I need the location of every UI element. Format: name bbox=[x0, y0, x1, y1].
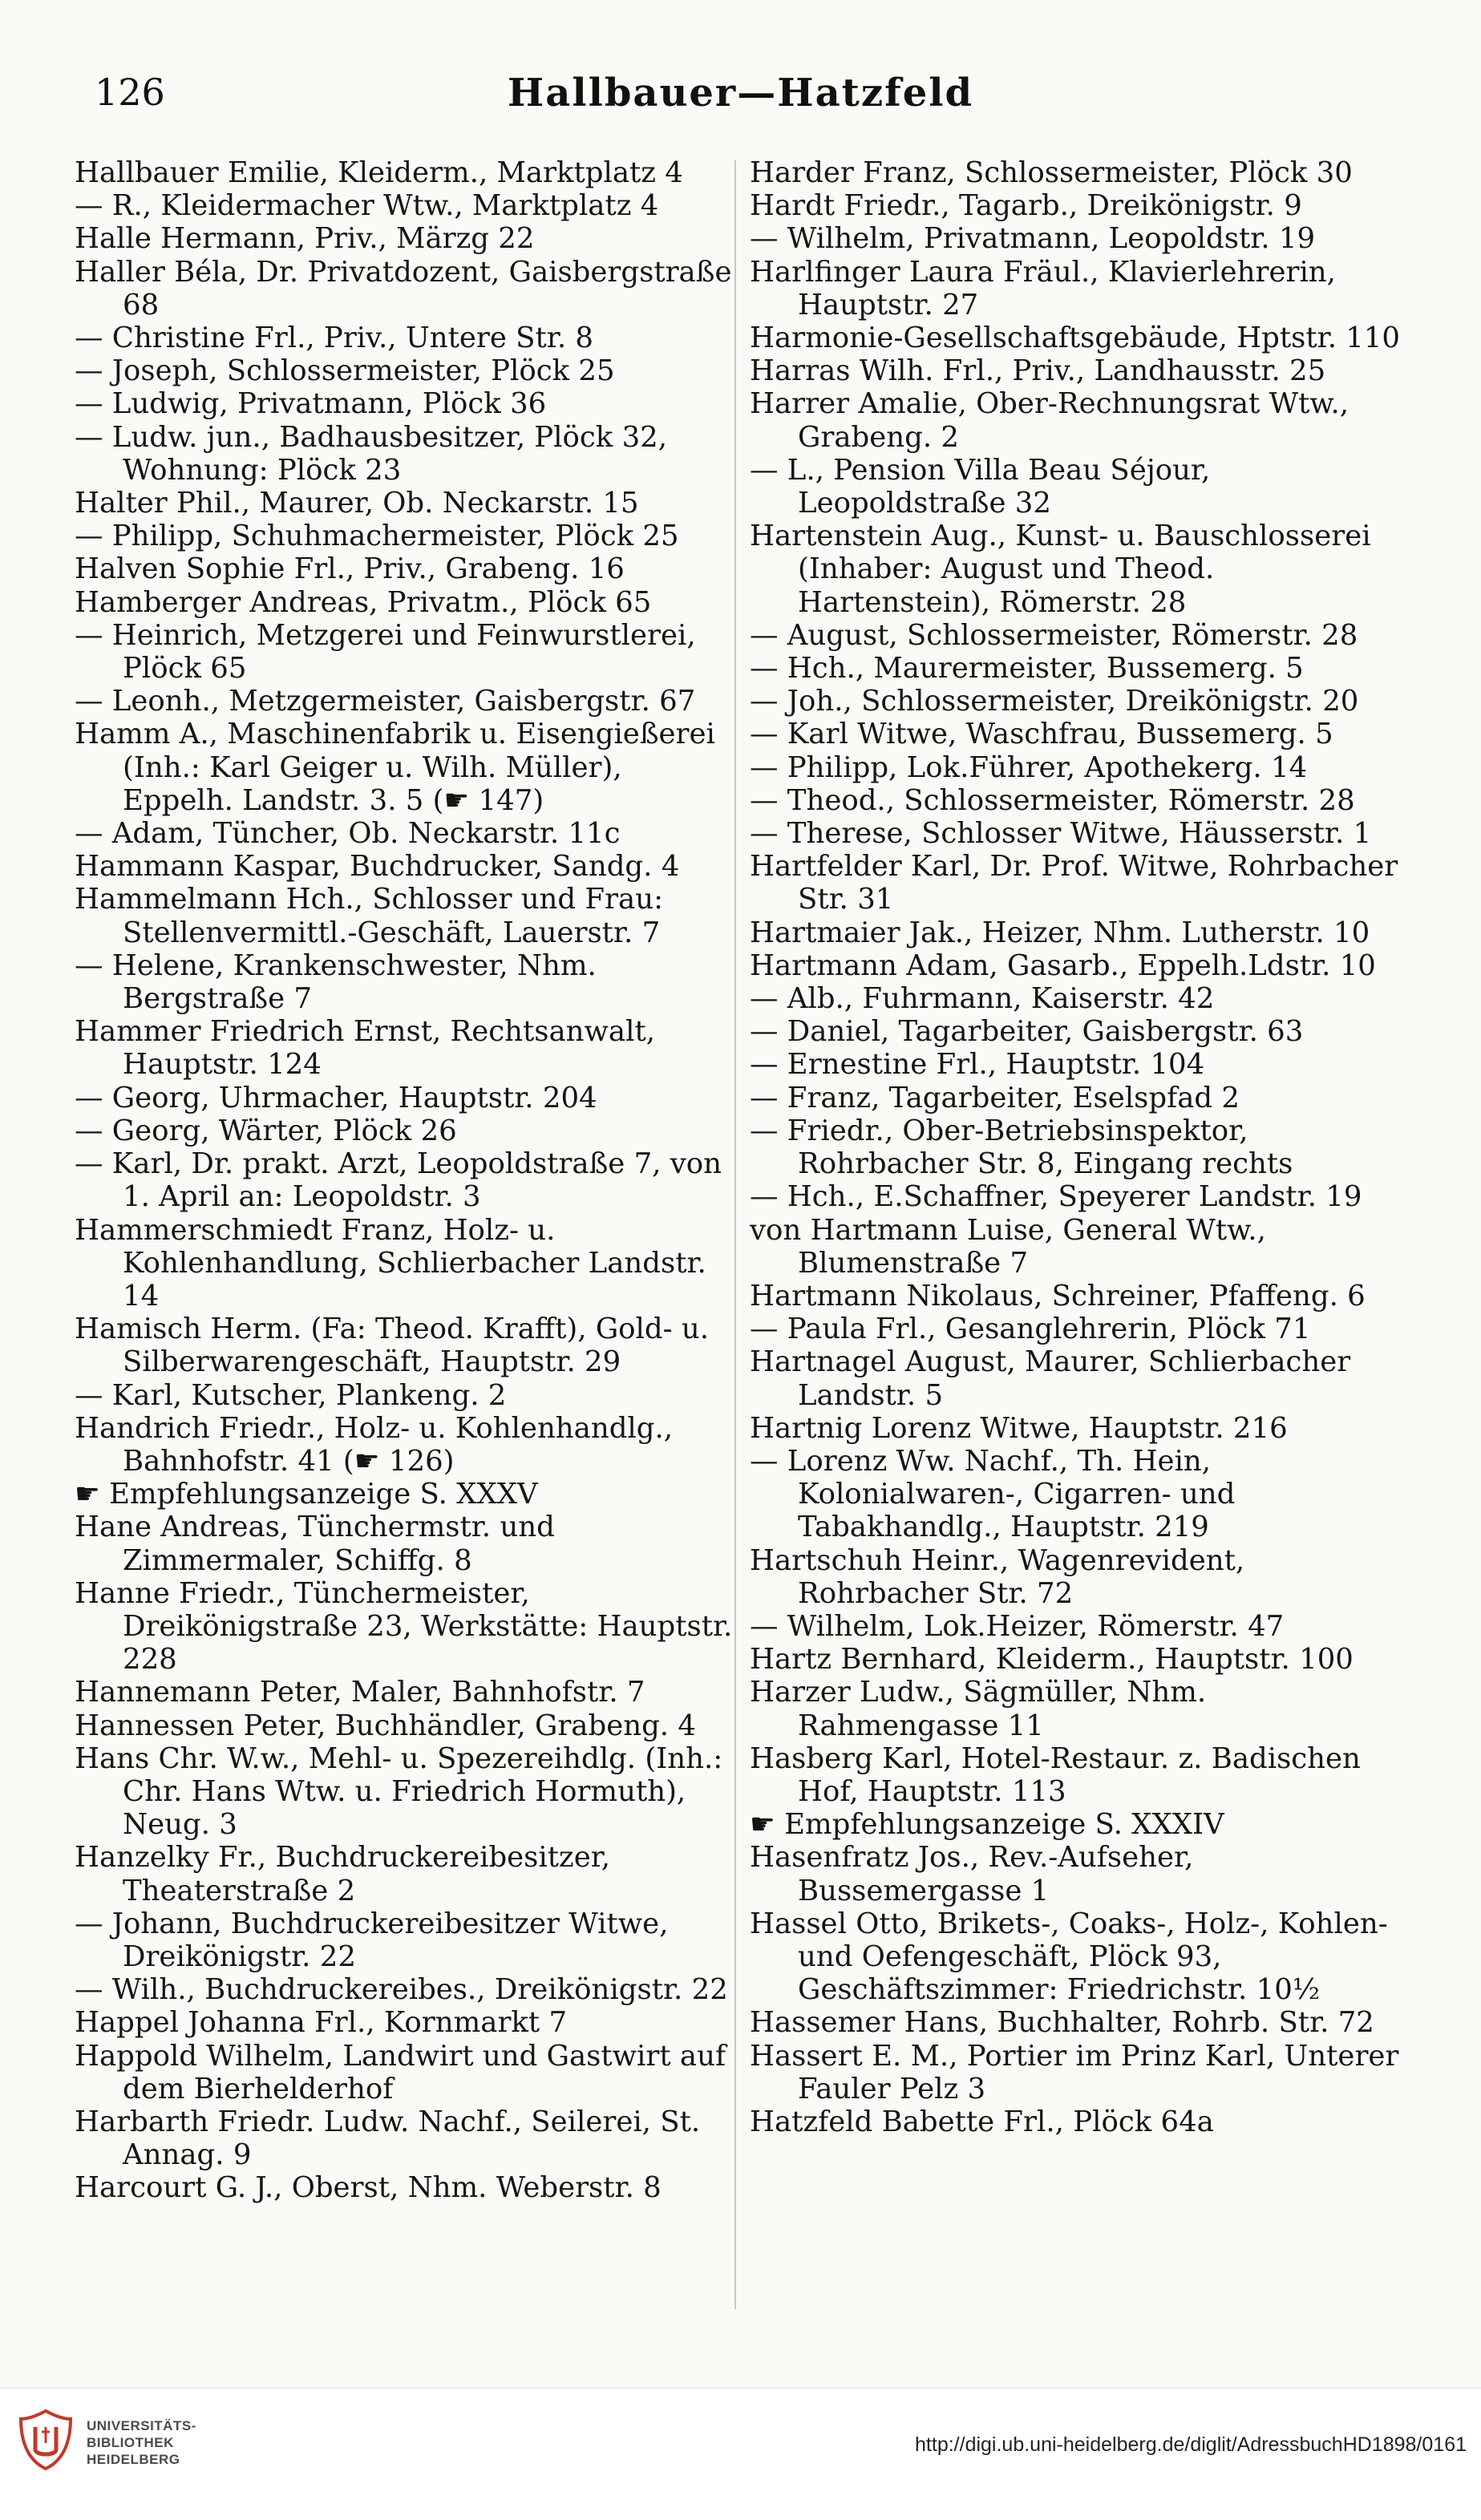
directory-entry: — Alb., Fuhrmann, Kaiserstr. 42 bbox=[750, 982, 1215, 1016]
directory-entry: — Joseph, Schlossermeister, Plöck 25 bbox=[75, 354, 615, 388]
directory-entry: Hartnig Lorenz Witwe, Hauptstr. 216 bbox=[750, 1411, 1288, 1445]
page-number: 126 bbox=[95, 71, 165, 114]
directory-entry: — Ludwig, Privatmann, Plöck 36 bbox=[75, 387, 547, 421]
directory-entry: Harder Franz, Schlossermeister, Plöck 30 bbox=[750, 156, 1353, 189]
directory-entry: — Christine Frl., Priv., Untere Str. 8 bbox=[75, 322, 593, 355]
library-line: HEIDELBERG bbox=[87, 2452, 180, 2467]
directory-entry: Hannemann Peter, Maler, Bahnhofstr. 7 bbox=[75, 1676, 645, 1709]
directory-entry: — Philipp, Lok.Führer, Apothekerg. 14 bbox=[750, 750, 1308, 784]
directory-entry: — Hch., E.Schaffner, Speyerer Landstr. 19 bbox=[750, 1180, 1362, 1214]
directory-entry: Hans Chr. W.w., Mehl- u. Spezereihdlg. (Inh.: Chr. Hans Wtw. u. Friedrich Hormuth), Neug. 3 bbox=[75, 1741, 723, 1842]
column-divider bbox=[734, 160, 736, 2309]
directory-entry: Harlfinger Laura Fräul., Klavierlehrerin, Hauptstr. 27 bbox=[750, 255, 1336, 322]
directory-entry: Haller Béla, Dr. Privatdozent, Gaisbergstraße 68 bbox=[75, 255, 732, 322]
directory-entry: Harcourt G. J., Oberst, Nhm. Weberstr. 8 bbox=[75, 2171, 662, 2205]
directory-entry: — Daniel, Tagarbeiter, Gaisbergstr. 63 bbox=[750, 1015, 1304, 1049]
library-line: BIBLIOTHEK bbox=[87, 2435, 174, 2450]
directory-entry: Hartmann Adam, Gasarb., Eppelh.Ldstr. 10 bbox=[750, 949, 1376, 982]
directory-entry: Harrer Amalie, Ober-Rechnungsrat Wtw., Grabeng. 2 bbox=[750, 387, 1349, 454]
running-head: Hallbauer—Hatzfeld bbox=[507, 71, 974, 115]
directory-entry: — Philipp, Schuhmachermeister, Plöck 25 bbox=[75, 520, 679, 553]
directory-entry: — Johann, Buchdruckereibesitzer Witwe, Dreikönigstr. 22 bbox=[75, 1907, 669, 1973]
directory-entry: Halle Hermann, Priv., Märzg 22 bbox=[75, 222, 535, 256]
directory-entry: Happel Johanna Frl., Kornmarkt 7 bbox=[75, 2006, 568, 2040]
directory-entry: Hanzelky Fr., Buchdruckereibesitzer, Theaterstraße 2 bbox=[75, 1841, 611, 1907]
directory-entry: Hardt Friedr., Tagarb., Dreikönigstr. 9 bbox=[750, 189, 1302, 223]
directory-entry: — Wilh., Buchdruckereibes., Dreikönigstr. 22 bbox=[75, 1973, 728, 2007]
directory-entry: Hannessen Peter, Buchhändler, Grabeng. 4 bbox=[75, 1709, 696, 1742]
page-header bbox=[80, 64, 1401, 136]
directory-entry: Hartenstein Aug., Kunst- u. Bauschlosserei (Inhaber: August und Theod. Hartenstein), Römerstr. 28 bbox=[750, 520, 1371, 619]
directory-entry: — Karl Witwe, Waschfrau, Bussemerg. 5 bbox=[750, 718, 1333, 751]
directory-entry: — L., Pension Villa Beau Séjour, Leopoldstraße 32 bbox=[750, 453, 1211, 520]
directory-entry: Handrich Friedr., Holz- u. Kohlenhandlg., Bahnhofstr. 41 (☛ 126) bbox=[75, 1411, 674, 1478]
directory-entry: Halven Sophie Frl., Priv., Grabeng. 16 bbox=[75, 552, 625, 586]
right-column bbox=[750, 156, 1411, 2138]
library-logo-icon bbox=[18, 2408, 74, 2472]
directory-entry: — Paula Frl., Gesanglehrerin, Plöck 71 bbox=[750, 1313, 1311, 1346]
directory-entry: — Leonh., Metzgermeister, Gaisbergstr. 67 bbox=[75, 685, 696, 718]
library-line: UNIVERSITÄTS- bbox=[87, 2418, 196, 2433]
directory-entry: — Ludw. jun., Badhausbesitzer, Plöck 32, Wohnung: Plöck 23 bbox=[75, 420, 668, 487]
directory-entry: — Therese, Schlosser Witwe, Häusserstr. 1 bbox=[750, 817, 1372, 851]
directory-entry: — Wilhelm, Privatmann, Leopoldstr. 19 bbox=[750, 222, 1316, 256]
directory-entry: Hammerschmiedt Franz, Holz- u. Kohlenhandlung, Schlierbacher Landstr. 14 bbox=[75, 1213, 706, 1313]
directory-entry: — Joh., Schlossermeister, Dreikönigstr. 20 bbox=[750, 685, 1359, 718]
footer bbox=[0, 2388, 1481, 2520]
directory-entry: — Karl, Dr. prakt. Arzt, Leopoldstraße 7, von 1. April an: Leopoldstr. 3 bbox=[75, 1147, 722, 1214]
directory-entry: — Hch., Maurermeister, Bussemerg. 5 bbox=[750, 652, 1304, 686]
directory-entry: — August, Schlossermeister, Römerstr. 28 bbox=[750, 618, 1358, 652]
source-url-link[interactable]: http://digi.ub.uni-heidelberg.de/diglit/AdressbuchHD1898/0161 bbox=[915, 2433, 1467, 2456]
directory-entry: ☛ Empfehlungsanzeige S. XXXIV bbox=[750, 1808, 1224, 1842]
directory-entry: Harmonie-Gesellschaftsgebäude, Hptstr. 110 bbox=[750, 322, 1401, 355]
directory-entry: — Friedr., Ober-Betriebsinspektor, Rohrbacher Str. 8, Eingang rechts bbox=[750, 1114, 1293, 1181]
directory-entry: — Lorenz Ww. Nachf., Th. Hein, Kolonialwaren-, Cigarren- und Tabakhandlg., Hauptstr. 219 bbox=[750, 1444, 1236, 1544]
directory-entry: Harras Wilh. Frl., Priv., Landhausstr. 25 bbox=[750, 354, 1326, 388]
directory-entry: — Heinrich, Metzgerei und Feinwurstlerei, Plöck 65 bbox=[75, 618, 696, 686]
directory-entry: Hartnagel August, Maurer, Schlierbacher Landstr. 5 bbox=[750, 1345, 1351, 1412]
directory-entry: Hamm A., Maschinenfabrik u. Eisengießerei (Inh.: Karl Geiger u. Wilh. Müller), Eppelh. Landstr. 3. 5 (☛ 147) bbox=[75, 718, 715, 817]
directory-entry: Hasenfratz Jos., Rev.-Aufseher, Bussemergasse 1 bbox=[750, 1841, 1194, 1907]
directory-entry: Hatzfeld Babette Frl., Plöck 64a bbox=[750, 2105, 1214, 2138]
directory-entry: — Georg, Wärter, Plöck 26 bbox=[75, 1114, 457, 1147]
directory-entry: Harzer Ludw., Sägmüller, Nhm. Rahmengasse 11 bbox=[750, 1676, 1207, 1742]
directory-entry: Hamberger Andreas, Privatm., Plöck 65 bbox=[75, 585, 652, 619]
directory-entry: — Adam, Tüncher, Ob. Neckarstr. 11c bbox=[75, 817, 621, 851]
directory-entry: Hassert E. M., Portier im Prinz Karl, Unterer Fauler Pelz 3 bbox=[750, 2039, 1399, 2105]
directory-entry: Hartz Bernhard, Kleiderm., Hauptstr. 100 bbox=[750, 1643, 1354, 1677]
directory-entry: Hammer Friedrich Ernst, Rechtsanwalt, Hauptstr. 124 bbox=[75, 1015, 656, 1082]
directory-entry: Hassemer Hans, Buchhalter, Rohrb. Str. 72 bbox=[750, 2006, 1374, 2040]
directory-entry: ☛ Empfehlungsanzeige S. XXXV bbox=[75, 1478, 538, 1511]
directory-entry: — Ernestine Frl., Hauptstr. 104 bbox=[750, 1048, 1205, 1082]
directory-entry: Hallbauer Emilie, Kleiderm., Marktplatz 4 bbox=[75, 156, 683, 189]
directory-entry: Hamisch Herm. (Fa: Theod. Krafft), Gold- u. Silberwarengeschäft, Hauptstr. 29 bbox=[75, 1313, 710, 1379]
directory-entry: Hammelmann Hch., Schlosser und Frau: Stellenvermittl.-Geschäft, Lauerstr. 7 bbox=[75, 883, 664, 949]
directory-entry: Harbarth Friedr. Ludw. Nachf., Seilerei, St. Annag. 9 bbox=[75, 2105, 701, 2172]
directory-entry: Hartmann Nikolaus, Schreiner, Pfaffeng. 6 bbox=[750, 1279, 1366, 1313]
directory-entry: Halter Phil., Maurer, Ob. Neckarstr. 15 bbox=[75, 487, 639, 520]
directory-entry: Hartmaier Jak., Heizer, Nhm. Lutherstr. 10 bbox=[750, 916, 1370, 949]
directory-entry: — Franz, Tagarbeiter, Eselspfad 2 bbox=[750, 1081, 1240, 1114]
directory-entry: von Hartmann Luise, General Wtw., Blumenstraße 7 bbox=[750, 1213, 1266, 1280]
directory-entry: Hartfelder Karl, Dr. Prof. Witwe, Rohrbacher Str. 31 bbox=[750, 850, 1398, 916]
directory-entry: — Georg, Uhrmacher, Hauptstr. 204 bbox=[75, 1081, 597, 1114]
directory-entry: — Theod., Schlossermeister, Römerstr. 28 bbox=[750, 783, 1355, 817]
directory-entry: — Wilhelm, Lok.Heizer, Römerstr. 47 bbox=[750, 1609, 1285, 1643]
left-column bbox=[75, 156, 736, 2205]
library-name bbox=[87, 2417, 196, 2468]
directory-entry: — Helene, Krankenschwester, Nhm. Bergstraße 7 bbox=[75, 949, 597, 1016]
directory-entry: Hasberg Karl, Hotel-Restaur. z. Badischen Hof, Hauptstr. 113 bbox=[750, 1741, 1361, 1808]
directory-entry: — Karl, Kutscher, Plankeng. 2 bbox=[75, 1378, 507, 1412]
directory-entry: Hassel Otto, Brikets-, Coaks-, Holz-, Kohlen- und Oefengeschäft, Plöck 93, Geschäftszimmer: Friedrichstr. 10½ bbox=[750, 1907, 1388, 2007]
directory-entry: — R., Kleidermacher Wtw., Marktplatz 4 bbox=[75, 189, 659, 223]
directory-entry: Hammann Kaspar, Buchdrucker, Sandg. 4 bbox=[75, 850, 680, 884]
directory-entry: Happold Wilhelm, Landwirt und Gastwirt auf dem Bierhelderhof bbox=[75, 2039, 726, 2105]
directory-entry: Hartschuh Heinr., Wagenrevident, Rohrbacher Str. 72 bbox=[750, 1543, 1245, 1610]
directory-entry: Hanne Friedr., Tünchermeister, Dreikönigstraße 23, Werkstätte: Hauptstr. 228 bbox=[75, 1576, 733, 1677]
directory-entry: Hane Andreas, Tünchermstr. und Zimmermaler, Schiffg. 8 bbox=[75, 1511, 555, 1577]
